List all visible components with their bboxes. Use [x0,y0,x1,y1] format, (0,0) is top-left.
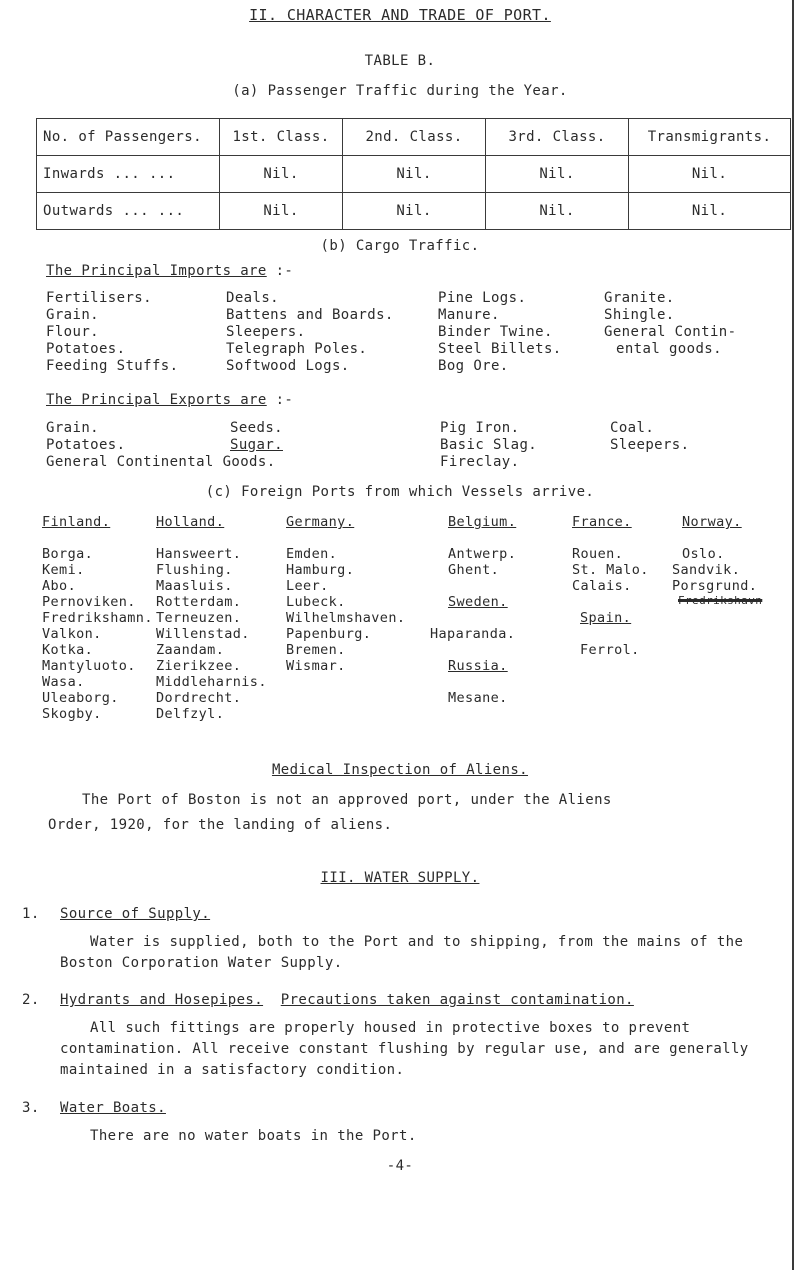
list-item: Coal. [610,420,655,436]
table-header-cell: 3rd. Class. [486,119,629,156]
list-item: Borga. [42,546,94,562]
list-item: Lubeck. [286,594,346,610]
table-cell: Nil. [220,156,343,193]
list-item: Potatoes. [46,437,126,453]
exports-heading-text: The Principal Exports are [46,392,267,408]
list-item: General Contin- [604,324,737,340]
medical-heading: Medical Inspection of Aliens. [271,762,529,778]
list-item: Porsgrund. [672,578,758,594]
list-item: Deals. [226,290,279,306]
country-sweden: Sweden. [448,594,508,610]
list-item-struck: Fredrikshavn [678,594,763,607]
list-item: Rouen. [572,546,624,562]
list-item: Willenstad. [156,626,250,642]
table-header-cell: Transmigrants. [629,119,791,156]
list-item: Flushing. [156,562,233,578]
list-item: Feeding Stuffs. [46,358,179,374]
section-b-title: (b) Cargo Traffic. [320,238,480,254]
list-item: Antwerp. [448,546,517,562]
list-item: Sandvik. [672,562,741,578]
list-item: Wasa. [42,674,85,690]
item-title: Hydrants and Hosepipes. [60,992,264,1008]
medical-text-line2: Order, 1920, for the landing of aliens. [48,817,393,833]
water-supply-heading: III. WATER SUPPLY. [320,870,480,886]
list-item: Manure. [438,307,500,323]
list-item: Maasluis. [156,578,233,594]
list-item: Softwood Logs. [226,358,350,374]
list-item: Hamburg. [286,562,355,578]
item-number: 3. [22,1100,40,1116]
country-russia: Russia. [448,658,508,674]
list-item: Uleaborg. [42,690,119,706]
list-item: Pernoviken. [42,594,136,610]
imports-heading [46,263,293,279]
passenger-traffic-table [36,118,791,230]
list-item: General Continental Goods. [46,454,276,470]
list-item: Emden. [286,546,338,562]
country-spain: Spain. [580,610,632,626]
list-item: Bremen. [286,642,346,658]
list-item: Fireclay. [440,454,520,470]
table-cell: Nil. [343,193,486,230]
list-item: Zaandam. [156,642,225,658]
country-germany: Germany. [286,514,355,530]
list-item: Terneuzen. [156,610,242,626]
country-finland: Finland. [42,514,111,530]
item-number: 2. [22,992,40,1008]
list-item: Fredrikshamn. [42,610,153,626]
item-text: All such fittings are properly housed in protective boxes to prevent contamination. All receive constant flushing by regular use, and are generally maintained in a satisfactory condition. [60,1020,749,1078]
table-cell: Nil. [629,193,791,230]
table-row [37,156,791,193]
list-item: Telegraph Poles. [226,341,368,357]
list-item: Bog Ore. [438,358,509,374]
list-item: Sugar. [230,437,283,453]
list-item: Basic Slag. [440,437,538,453]
page-number: -4- [386,1158,414,1174]
table-cell: Nil. [629,156,791,193]
item-title: Water Boats. [60,1100,166,1116]
list-item: Flour. [46,324,99,340]
table-header-row [37,119,791,156]
table-cell: Nil. [343,156,486,193]
imports-heading-suffix: :- [275,263,294,279]
item-title-line [60,992,634,1008]
table-cell: Nil. [220,193,343,230]
country-france: France. [572,514,632,530]
list-item: Wismar. [286,658,346,674]
item-text: There are no water boats in the Port. [90,1128,417,1144]
list-item: Potatoes. [46,341,126,357]
list-item: Rotterdam. [156,594,242,610]
list-item: Shingle. [604,307,675,323]
list-item: Fertilisers. [46,290,152,306]
list-item: Seeds. [230,420,283,436]
list-item: Kemi. [42,562,85,578]
table-cell: Nil. [486,156,629,193]
list-item: Middleharnis. [156,674,267,690]
item-title: Source of Supply. [60,906,211,922]
section-c-title: (c) Foreign Ports from which Vessels arrive. [205,484,595,500]
list-item: Sleepers. [226,324,306,340]
imports-heading-text: The Principal Imports are [46,263,267,279]
section-a-title: (a) Passenger Traffic during the Year. [232,83,568,99]
list-item: Hansweert. [156,546,242,562]
list-item: Sleepers. [610,437,690,453]
list-item: Granite. [604,290,675,306]
item-number: 1. [22,906,40,922]
list-item: Calais. [572,578,632,594]
list-item: Papenburg. [286,626,372,642]
list-item: Zierikzee. [156,658,242,674]
table-cell: Nil. [486,193,629,230]
list-item: Haparanda. [430,626,516,642]
list-item: St. Malo. [572,562,649,578]
list-item: Leer. [286,578,329,594]
table-header-cell: No. of Passengers. [37,119,220,156]
table-row [37,193,791,230]
list-item: Mantyluoto. [42,658,136,674]
table-header-cell: 1st. Class. [220,119,343,156]
list-item: Grain. [46,420,99,436]
list-item: Wilhelmshaven. [286,610,406,626]
list-item: Pine Logs. [438,290,527,306]
list-item: Oslo. [682,546,725,562]
exports-heading [46,392,293,408]
item-title-extra: Precautions taken against contamination. [280,992,634,1008]
page-edge-line [792,0,794,1270]
list-item: Grain. [46,307,99,323]
list-item: Dordrecht. [156,690,242,706]
list-item: Valkon. [42,626,102,642]
list-item: Battens and Boards. [226,307,394,323]
list-item: Steel Billets. [438,341,562,357]
list-item: Binder Twine. [438,324,553,340]
table-label: TABLE B. [364,53,436,69]
list-item: Delfzyl. [156,706,225,722]
medical-text-line1: The Port of Boston is not an approved port, under the Aliens [82,792,612,808]
table-header-cell: 2nd. Class. [343,119,486,156]
list-item: Ghent. [448,562,500,578]
list-item: Skogby. [42,706,102,722]
list-item: ental goods. [616,341,722,357]
item-text: Water is supplied, both to the Port and to shipping, from the mains of the Boston Corporation Water Supply. [60,934,744,971]
table-cell: Outwards ... ... [37,193,220,230]
page-heading: II. CHARACTER AND TRADE OF PORT. [249,6,551,24]
exports-heading-suffix: :- [275,392,294,408]
country-holland: Holland. [156,514,225,530]
country-belgium: Belgium. [448,514,517,530]
list-item: Mesane. [448,690,508,706]
table-cell: Inwards ... ... [37,156,220,193]
list-item: Ferrol. [580,642,640,658]
list-item: Abo. [42,578,77,594]
country-norway: Norway. [682,514,742,530]
list-item: Pig Iron. [440,420,520,436]
list-item: Kotka. [42,642,94,658]
